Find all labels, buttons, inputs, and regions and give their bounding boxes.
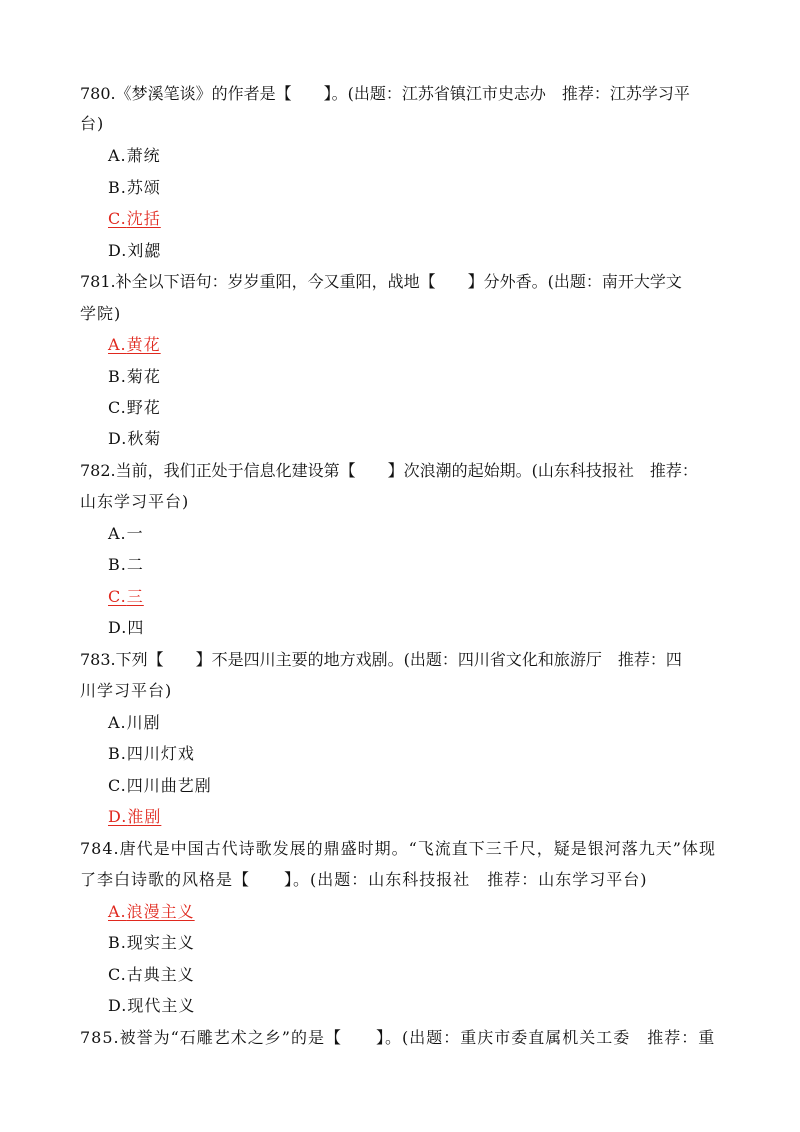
option-783-a: A.川剧 bbox=[108, 713, 161, 732]
question-784-line1 bbox=[80, 839, 720, 859]
question-number: 783. bbox=[80, 650, 116, 669]
option-784-b: B.现实主义 bbox=[108, 933, 195, 952]
question-780-line1 bbox=[80, 84, 720, 104]
option-781-d: D.秋菊 bbox=[108, 429, 162, 448]
question-text: 《梦溪笔谈》的作者是【 】。(出题：江苏省镇江市史志办 推荐：江苏学习平 bbox=[115, 84, 690, 103]
option-782-a: A.一 bbox=[108, 524, 144, 543]
question-number: 780. bbox=[80, 84, 116, 103]
option-784-c: C.古典主义 bbox=[108, 965, 195, 984]
question-text: 补全以下语句：岁岁重阳，今又重阳，战地【 】分外香。(出题：南开大学文 bbox=[115, 272, 682, 291]
question-text: 被誉为“石雕艺术之乡”的是【 】。(出题：重庆市委直属机关工委 推荐：重 bbox=[119, 1028, 716, 1047]
option-782-d: D.四 bbox=[108, 618, 145, 637]
question-784-line2: 了李白诗歌的风格是【 】。(出题：山东科技报社 推荐：山东学习平台) bbox=[80, 870, 648, 889]
question-780-line2: 台) bbox=[80, 114, 105, 133]
option-781-b: B.菊花 bbox=[108, 367, 161, 386]
option-781-c: C.野花 bbox=[108, 398, 161, 417]
option-783-d-correct-answer: D.淮剧 bbox=[108, 807, 162, 826]
option-780-a: A.萧统 bbox=[108, 146, 161, 165]
option-782-b: B.二 bbox=[108, 555, 144, 574]
question-782-line1 bbox=[80, 461, 720, 481]
question-number: 785. bbox=[80, 1028, 120, 1047]
option-780-b: B.苏颂 bbox=[108, 178, 161, 197]
option-784-d: D.现代主义 bbox=[108, 996, 196, 1015]
option-780-d: D.刘勰 bbox=[108, 241, 162, 260]
question-782-line2: 山东学习平台) bbox=[80, 492, 190, 511]
question-783-line2: 川学习平台) bbox=[80, 681, 173, 700]
option-780-c-correct-answer: C.沈括 bbox=[108, 209, 161, 228]
question-781-line2: 学院) bbox=[80, 304, 122, 323]
option-783-c: C.四川曲艺剧 bbox=[108, 776, 212, 795]
option-783-b: B.四川灯戏 bbox=[108, 744, 195, 763]
question-783-line1 bbox=[80, 650, 720, 670]
question-number: 781. bbox=[80, 272, 116, 291]
question-text: 当前，我们正处于信息化建设第【 】次浪潮的起始期。(山东科技报社 推荐： bbox=[115, 461, 698, 480]
question-781-line1 bbox=[80, 272, 720, 292]
question-785-line1 bbox=[80, 1028, 720, 1048]
question-text: 下列【 】不是四川主要的地方戏剧。(出题：四川省文化和旅游厅 推荐：四 bbox=[115, 650, 682, 669]
question-number: 782. bbox=[80, 461, 116, 480]
option-781-a-correct-answer: A.黄花 bbox=[108, 335, 161, 354]
question-number: 784. bbox=[80, 839, 120, 858]
question-text: 唐代是中国古代诗歌发展的鼎盛时期。“飞流直下三千尺，疑是银河落九天”体现 bbox=[119, 839, 716, 858]
option-782-c-correct-answer: C.三 bbox=[108, 587, 144, 606]
option-784-a-correct-answer: A.浪漫主义 bbox=[108, 902, 195, 921]
